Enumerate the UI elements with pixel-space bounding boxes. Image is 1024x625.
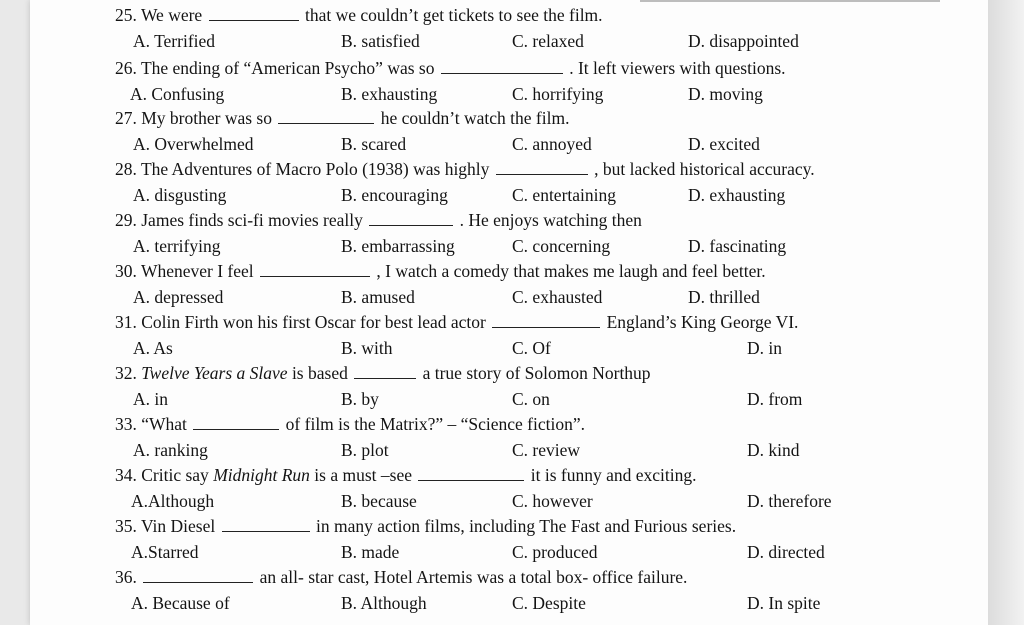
option-a[interactable]: A. Overwhelmed — [133, 134, 254, 154]
option-c[interactable]: C. horrifying — [512, 84, 604, 104]
question-stem-end: , I watch a comedy that makes me laugh and feel better. — [376, 261, 766, 281]
question-29 — [115, 212, 642, 230]
option-c[interactable]: C. produced — [512, 542, 598, 562]
option-b[interactable]: B. by — [341, 389, 379, 409]
question-stem-end: a true story of Solomon Northup — [422, 363, 651, 383]
question-stem: Whenever I feel — [140, 261, 254, 281]
question-stem: We were — [140, 5, 203, 25]
option-b[interactable]: B. encouraging — [341, 185, 448, 205]
option-c[interactable]: C. concerning — [512, 236, 611, 256]
answer-blank[interactable] — [369, 224, 453, 226]
question-stem-end: an all- star cast, Hotel Artemis was a total box- office failure. — [259, 567, 688, 587]
option-c[interactable]: C. review — [512, 440, 581, 460]
question-30 — [115, 263, 766, 281]
answer-blank[interactable] — [222, 530, 310, 532]
question-35 — [115, 518, 736, 536]
question-stem: “What — [141, 414, 187, 434]
option-d[interactable]: D. excited — [688, 134, 760, 154]
option-b[interactable]: B. because — [341, 491, 417, 511]
question-28 — [115, 161, 815, 179]
question-32 — [115, 365, 651, 383]
option-a[interactable]: A.Although — [131, 491, 215, 511]
answer-blank[interactable] — [260, 275, 370, 277]
question-stem-end: in many action films, including The Fast and Furious series. — [315, 516, 737, 536]
option-a[interactable]: A. As — [133, 338, 173, 358]
option-d[interactable]: D. moving — [688, 84, 763, 104]
question-number: 27. — [115, 108, 137, 128]
question-number: 26. — [115, 58, 137, 78]
question-stem: The ending of “American Psycho” was so — [140, 58, 435, 78]
question-stem: is based — [291, 363, 348, 383]
question-26 — [115, 60, 786, 78]
option-c[interactable]: C. on — [512, 389, 550, 409]
answer-blank[interactable] — [354, 377, 416, 379]
option-a[interactable]: A. terrifying — [133, 236, 221, 256]
question-number: 25. — [115, 5, 137, 25]
question-33 — [115, 416, 585, 434]
answer-blank[interactable] — [143, 581, 253, 583]
answer-blank[interactable] — [278, 122, 374, 124]
question-stem-end: . He enjoys watching then — [459, 210, 642, 230]
option-c[interactable]: C. annoyed — [512, 134, 592, 154]
option-a[interactable]: A. Because of — [131, 593, 230, 613]
option-d[interactable]: D. In spite — [747, 593, 821, 613]
question-stem: Critic say — [141, 465, 209, 485]
question-number: 30. — [115, 261, 137, 281]
question-27 — [115, 110, 569, 128]
option-a[interactable]: A.Starred — [131, 542, 199, 562]
question-number: 32. — [115, 363, 137, 383]
question-number: 29. — [115, 210, 137, 230]
option-b[interactable]: B. satisfied — [341, 31, 420, 51]
option-c[interactable]: C. Of — [512, 338, 551, 358]
question-number: 31. — [115, 312, 137, 332]
option-a[interactable]: A. ranking — [133, 440, 208, 460]
option-b[interactable]: B. embarrassing — [341, 236, 455, 256]
question-stem: Vin Diesel — [140, 516, 216, 536]
option-a[interactable]: A. Terrified — [133, 31, 216, 51]
answer-blank[interactable] — [209, 19, 299, 21]
question-stem: The Adventures of Macro Polo (1938) was highly — [140, 159, 490, 179]
answer-blank[interactable] — [418, 479, 524, 481]
option-a[interactable]: A. depressed — [133, 287, 224, 307]
option-d[interactable]: D. disappointed — [688, 31, 799, 51]
option-d[interactable]: D. directed — [747, 542, 825, 562]
option-d[interactable]: D. thrilled — [688, 287, 760, 307]
question-number: 36. — [115, 567, 137, 587]
answer-blank[interactable] — [496, 173, 588, 175]
question-stem: My brother was so — [141, 108, 272, 128]
question-stem-end: , but lacked historical accuracy. — [594, 159, 815, 179]
option-b[interactable]: B. exhausting — [341, 84, 438, 104]
option-d[interactable]: D. in — [747, 338, 782, 358]
option-a[interactable]: A. Confusing — [130, 84, 225, 104]
question-number: 28. — [115, 159, 137, 179]
question-number: 33. — [115, 414, 137, 434]
film-title: Twelve Years a Slave — [141, 363, 288, 383]
option-d[interactable]: D. kind — [747, 440, 800, 460]
option-c[interactable]: C. relaxed — [512, 31, 584, 51]
question-stem: Colin Firth won his first Oscar for best lead actor — [141, 312, 486, 332]
option-c[interactable]: C. Despite — [512, 593, 586, 613]
option-d[interactable]: D. from — [747, 389, 803, 409]
option-a[interactable]: A. in — [133, 389, 168, 409]
answer-blank[interactable] — [492, 326, 600, 328]
question-stem-end: that we couldn’t get tickets to see the film. — [304, 5, 603, 25]
question-stem: James finds sci-fi movies really — [141, 210, 363, 230]
option-c[interactable]: C. however — [512, 491, 593, 511]
question-stem-end: he couldn’t watch the film. — [380, 108, 570, 128]
cutoff-next-question — [90, 618, 890, 625]
option-c[interactable]: C. entertaining — [512, 185, 617, 205]
question-stem: is a must –see — [314, 465, 412, 485]
question-25 — [115, 7, 603, 25]
option-b[interactable]: B. plot — [341, 440, 389, 460]
answer-blank[interactable] — [441, 72, 563, 74]
option-b[interactable]: B. made — [341, 542, 400, 562]
question-stem-end: . It left viewers with questions. — [569, 58, 786, 78]
question-stem-end: it is funny and exciting. — [530, 465, 697, 485]
question-stem-end: of film is the Matrix?” – “Science fiction”. — [285, 414, 586, 434]
question-stem-end: England’s King George VI. — [606, 312, 799, 332]
question-number: 34. — [115, 465, 137, 485]
option-b[interactable]: B. Although — [341, 593, 427, 613]
option-b[interactable]: B. amused — [341, 287, 415, 307]
option-a[interactable]: A. disgusting — [133, 185, 227, 205]
question-number: 35. — [115, 516, 137, 536]
option-c[interactable]: C. exhausted — [512, 287, 603, 307]
answer-blank[interactable] — [193, 428, 279, 430]
question-34 — [115, 467, 697, 485]
option-b[interactable]: B. with — [341, 338, 393, 358]
option-b[interactable]: B. scared — [341, 134, 407, 154]
option-d[interactable]: D. therefore — [747, 491, 832, 511]
film-title: Midnight Run — [213, 465, 310, 485]
option-d[interactable]: D. fascinating — [688, 236, 787, 256]
question-31 — [115, 314, 798, 332]
question-36 — [115, 569, 687, 587]
option-d[interactable]: D. exhausting — [688, 185, 786, 205]
